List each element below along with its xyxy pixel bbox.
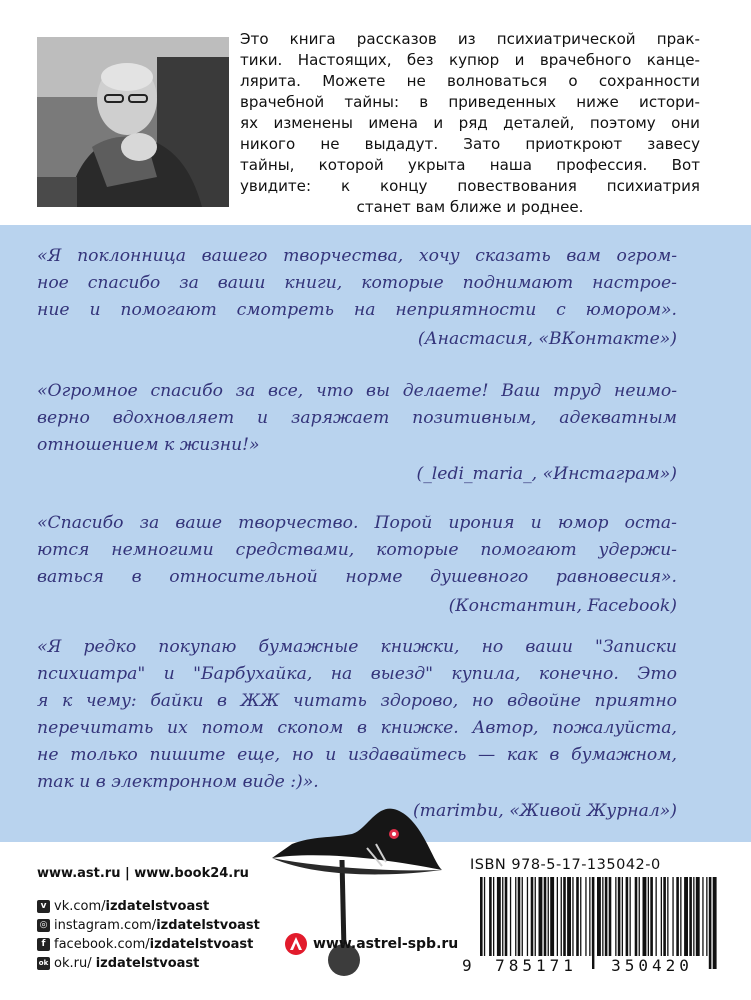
barcode-bar [680, 877, 681, 957]
social-handle: izdatelstvoast [95, 956, 200, 971]
barcode-bar [589, 877, 590, 957]
description-line: тайны, которой укрыта наша профессия. Вот [240, 156, 700, 174]
barcode-bar [609, 877, 612, 957]
social-link-vk[interactable] [37, 897, 260, 916]
author-photo-illustration [37, 37, 229, 207]
reader-quote-3 [37, 510, 677, 620]
barcode-bar [693, 877, 694, 957]
barcode-digit-group-1: 785171 [480, 956, 592, 975]
barcode-bar [576, 877, 579, 957]
barcode-bar [630, 877, 631, 957]
barcode-bar [497, 877, 501, 957]
barcode-bar [622, 877, 623, 957]
barcode-bar [650, 877, 653, 957]
barcode-bar [505, 877, 508, 957]
reader-quote-2 [37, 378, 677, 488]
barcode-bar [539, 877, 543, 957]
quote-line: ваться в относительной норме душевного равновесия». [37, 567, 677, 587]
social-handle: izdatelstvoast [149, 937, 254, 952]
barcode-bar [531, 877, 534, 957]
barcode-bar [648, 877, 649, 957]
barcode-bar [605, 877, 608, 957]
social-prefix: vk.com/ [54, 899, 106, 914]
barcode-bar [522, 877, 523, 957]
publisher-sites[interactable]: www.ast.ru | www.book24.ru [37, 866, 249, 881]
quote-line: отношением к жизни!» [37, 435, 260, 455]
barcode-bar [684, 877, 688, 957]
barcode-bar [527, 877, 528, 957]
bicorne-hat-illustration [272, 800, 447, 994]
barcode-bar [550, 877, 554, 957]
barcode-bar [502, 877, 503, 957]
quote-attribution: (_ledi_maria_, «Инстаграм») [416, 464, 677, 484]
author-photo [37, 37, 229, 207]
quote-line: перечитать их потом скопом в книжке. Автор, пожалуйста, [37, 718, 677, 738]
barcode-bar [689, 877, 692, 957]
barcode-bar [580, 877, 581, 957]
barcode-bar [563, 877, 566, 957]
quote-line: «Я редко покупаю бумажные книжки, но ваши "Записки [37, 637, 677, 657]
quote-line: не только пишите еще, но и издавайтесь — как в бумажном, [37, 745, 677, 765]
instagram-icon: ◎ [37, 919, 50, 932]
social-link-instagram[interactable] [37, 916, 260, 935]
barcode-bar [518, 877, 521, 957]
barcode-bar [557, 877, 558, 957]
barcode-bar [515, 877, 516, 957]
quote-attribution: (Константин, Facebook) [448, 596, 677, 616]
barcode-digit-group-2: 350420 [596, 956, 708, 975]
description-line: Это книга рассказов из психиатрической прак- [240, 30, 700, 48]
social-link-ok[interactable] [37, 954, 260, 973]
barcode-bar [618, 877, 621, 957]
description-line: никого не выдадут. Зато приоткроют завесу [240, 135, 700, 153]
isbn-label: ISBN 978-5-17-135042-0 [470, 857, 661, 873]
quote-line: так и в электронном виде :)». [37, 772, 319, 792]
quote-line: «Я поклонница вашего творчества, хочу сказать вам огром- [37, 246, 677, 266]
barcode-bar [572, 877, 573, 957]
quote-line: я к чему: байки в ЖЖ читать здорово, но вдвойне приятно [37, 691, 677, 711]
description-line: врачебной тайны: в приведенных ниже истори- [240, 93, 700, 111]
book-description [240, 29, 700, 218]
description-line: ях изменены имена и ряд деталей, поэтому они [240, 114, 700, 132]
barcode-bar [510, 877, 511, 957]
barcode-bar [702, 877, 703, 957]
social-prefix: ok.ru/ [54, 956, 96, 971]
social-links [37, 897, 260, 973]
barcode-bar [493, 877, 494, 957]
quote-line: ются немногими средствами, которые помогают удержи- [37, 540, 677, 560]
astrel-logo-icon [285, 933, 307, 955]
social-link-facebook[interactable] [37, 935, 260, 954]
reader-quote-1 [37, 243, 677, 353]
reader-quote-4 [37, 634, 677, 825]
barcode-bar [535, 877, 536, 957]
description-line: тики. Настоящих, без купюр и врачебного канце- [240, 51, 700, 69]
barcode-bar [643, 877, 647, 957]
barcode-bar [602, 877, 603, 957]
barcode-bar [656, 877, 657, 957]
barcode-bar [663, 877, 666, 957]
description-line: увидите: к концу повествования психиатрия [240, 177, 700, 195]
quote-line: «Спасибо за ваше творчество. Порой ирония и юмор оста- [37, 513, 677, 533]
barcode-bar [672, 877, 673, 957]
social-handle: izdatelstvoast [105, 899, 210, 914]
barcode-bar [667, 877, 668, 957]
quote-attribution: (marimbu, «Живой Журнал») [412, 801, 677, 821]
astrel-logo-mark [285, 933, 307, 955]
barcode-bar [696, 877, 700, 957]
barcode-bar [639, 877, 640, 957]
barcode-bar [661, 877, 662, 957]
barcode-bar [548, 877, 549, 957]
description-line: станет вам ближе и роднее. [356, 198, 584, 216]
barcode-bar [597, 877, 601, 957]
barcode-bar [489, 877, 492, 957]
barcode-bar [544, 877, 547, 957]
ok-icon: ok [37, 957, 50, 970]
social-handle: izdatelstvoast [156, 918, 260, 933]
social-prefix: instagram.com/ [54, 918, 157, 933]
barcode-bar [706, 877, 707, 957]
barcode-bar [626, 877, 629, 957]
vk-icon: v [37, 900, 50, 913]
description-line: лярита. Можете не волноваться о сохранности [240, 72, 700, 90]
social-prefix: facebook.com/ [54, 937, 150, 952]
barcode-bar [676, 877, 679, 957]
quote-line: ное спасибо за ваши книги, которые поднимают настрое- [37, 273, 677, 293]
quote-attribution: (Анастасия, «ВКонтакте») [417, 329, 677, 349]
barcode-digits [462, 956, 720, 974]
barcode-bar [635, 877, 638, 957]
hat-icon [272, 800, 447, 990]
facebook-icon: f [37, 938, 50, 951]
quote-line: психиатра" и "Барбухайка, на выезд" купила, конечно. Это [37, 664, 677, 684]
astrel-site: www.astrel-spb.ru [313, 936, 459, 952]
quote-line: «Огромное спасибо за все, что вы делаете! Ваш труд неимо- [37, 381, 677, 401]
barcode-bar [567, 877, 571, 957]
astrel-link[interactable] [285, 933, 458, 955]
quote-line: ние и помогают смотреть на неприятности с юмором». [37, 300, 677, 320]
barcode-bar [585, 877, 586, 957]
barcode-bar [615, 877, 616, 957]
barcode-bar [561, 877, 562, 957]
quote-line: верно вдохновляет и заряжает позитивным, адекватным [37, 408, 677, 428]
barcode-digit-first: 9 [462, 956, 475, 975]
